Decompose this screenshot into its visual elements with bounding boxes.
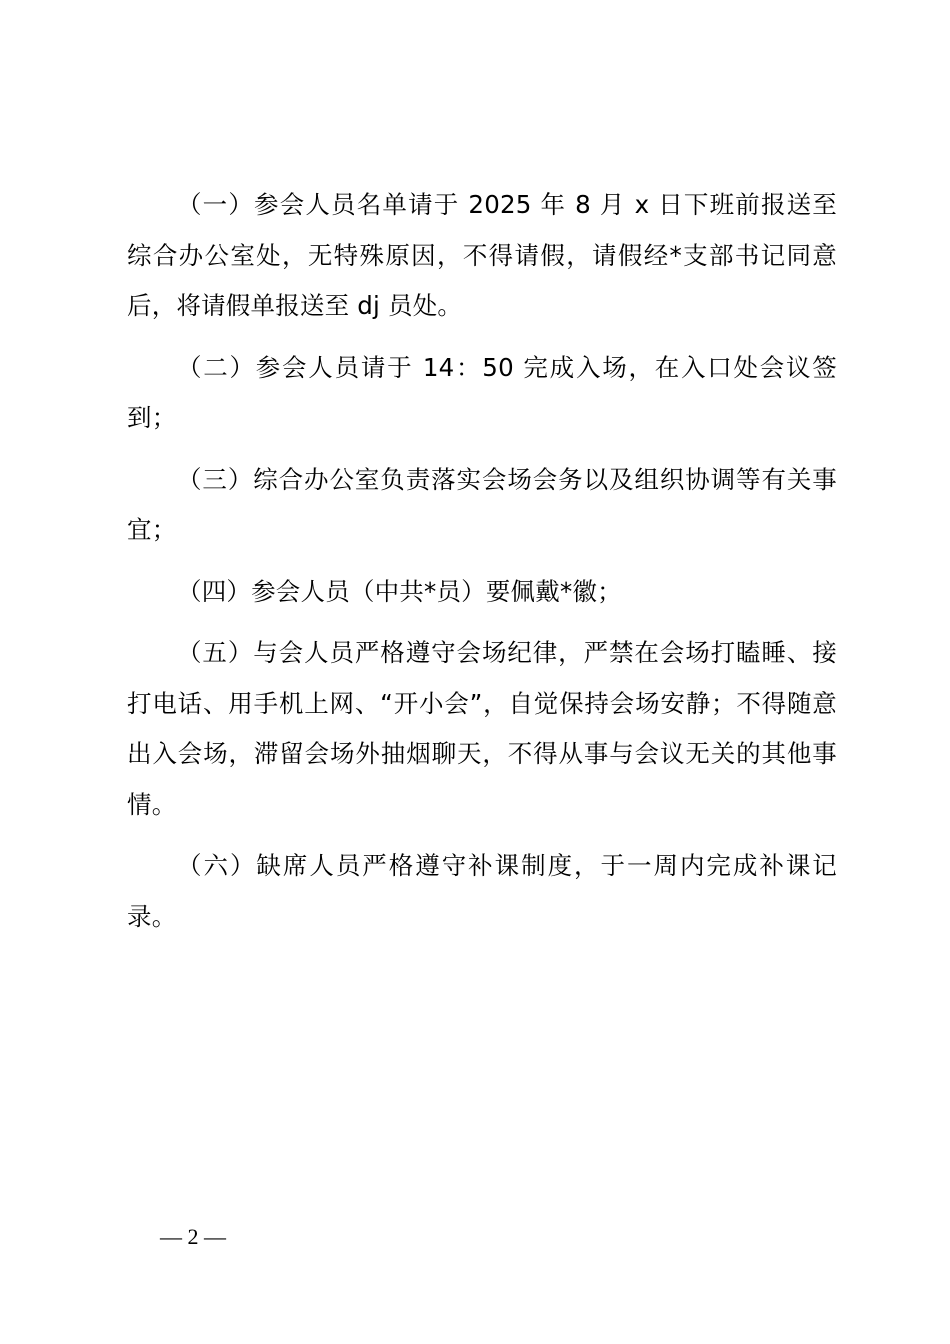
paragraph-4: （四）参会人员（中共*员）要佩戴*徽； (177, 576, 622, 606)
paragraph-6: （六）缺席人员严格遵守补课制度，于一周内完成补课记录。 (127, 851, 837, 931)
paragraph-3: （三）综合办公室负责落实会场会务以及组织协调等有关事宜； (127, 464, 837, 544)
paragraph-1: （一）参会人员名单请于 2025 年 8 月 x 日下班前报送至综合办公室处，无特殊原因，不得请假，请假经*支部书记同意后，将请假单报送至 dj 员处。 (127, 190, 837, 320)
page-number: — 2 — (160, 1224, 226, 1249)
paragraph-5: （五）与会人员严格遵守会场纪律，严禁在会场打瞌睡、接打电话、用手机上网、“开小会”，自觉保持会场安静；不得随意出入会场，滞留会场外抽烟聊天，不得从事与会议无关的其他事情。 (127, 638, 837, 819)
document-body (127, 180, 837, 953)
paragraph-2: （二）参会人员请于 14：50 完成入场，在入口处会议签到； (127, 352, 837, 432)
